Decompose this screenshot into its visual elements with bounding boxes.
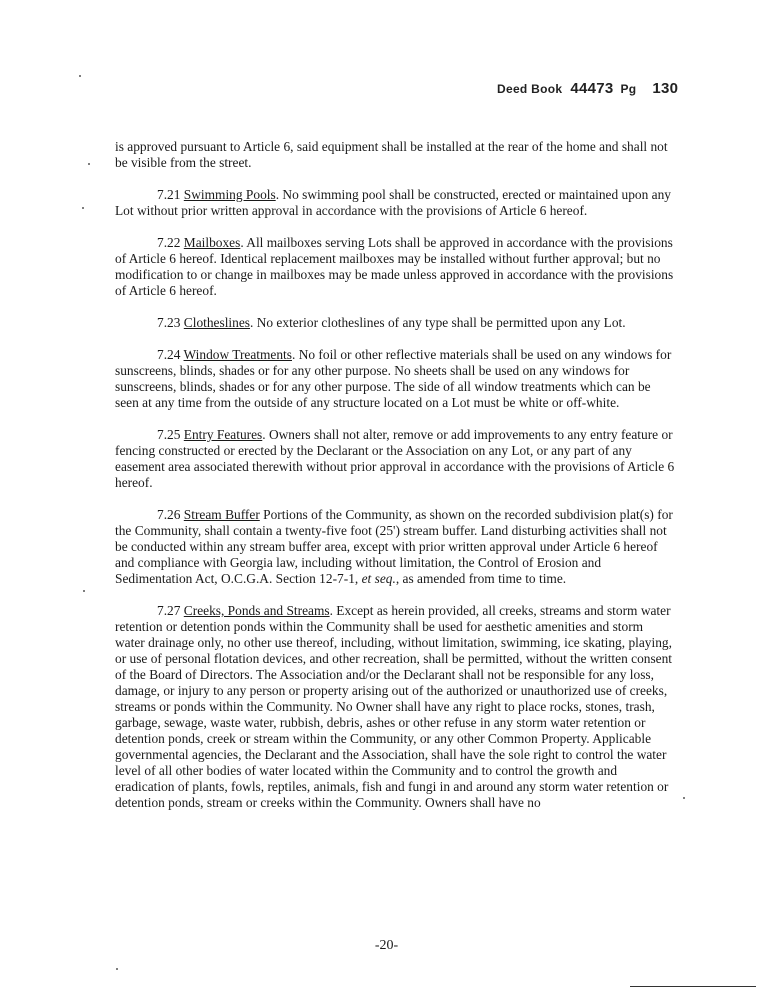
section-text: . No swimming pool shall be constructed, erected or maintained upon any Lot without prior written approval in accordance with the provisions of Article 6 hereof.: [115, 187, 672, 218]
section-7-25: [115, 427, 675, 491]
page-label: Pg: [620, 82, 637, 96]
section-7-24: [115, 347, 675, 411]
deed-book-label: Deed Book: [497, 82, 563, 96]
section-heading: Entry Features: [183, 427, 263, 442]
section-text: Portions of the Community, as shown on the recorded subdivision plat(s) for the Community, shall contain a twenty-five foot (25') stream buffer. Land disturbing activities shall not be conducted within any stream buffer area, except with prior written approval under Article 6 hereof and compliance with Georgia law, including without limitation, the Control of Erosion and Sedimentation Act, O.C.G.A. Section 12-7-1,: [115, 507, 673, 586]
section-number: 7.26: [157, 507, 181, 522]
section-number: 7.25: [157, 427, 181, 442]
section-text: . Except as herein provided, all creeks, streams and storm water retention or detention ponds within the Community shall be used for aesthetic amenities and storm water drainage only, no other use thereof, including, without limitation, swimming, ice skating, playing, or use of personal flotation devices, and other recreation, shall be permitted, without the written consent of the Board of Directors. The Association and/or the Declarant shall not be responsible for any loss, damage, or injury to any person or property arising out of the authorized or unauthorized use of creeks, streams or ponds within the Community. No Owner shall have any right to place rocks, stones, trash, garbage, sewage, waste water, rubbish, debris, ashes or other refuse in any storm water retention or detention ponds, creek or stream within the Community, or any other Common Property. Applicable governmental agencies, the Declarant and the Association, shall have the sole right to control the water level of all other bodies of water located within the Community and to control the growth and eradication of plants, fowls, reptiles, animals, fish and fungi in and around any storm water retention or detention ponds, stream or creeks within the Community. Owners shall have no: [115, 603, 673, 810]
section-number: 7.24: [157, 347, 181, 362]
section-italic: et seq.: [361, 571, 396, 586]
deed-book-number: 44473: [570, 80, 614, 97]
deed-book-header: [497, 80, 678, 97]
section-heading: Swimming Pools: [183, 187, 276, 202]
section-7-26: [115, 507, 675, 587]
scan-artifact-line: [630, 986, 756, 987]
section-7-21: [115, 187, 675, 219]
section-text: . Owners shall not alter, remove or add improvements to any entry feature or fencing constructed or erected by the Declarant or the Association on any Lot, or any part of any easement area associated therewith without prior approval in accordance with the provisions of Article 6 hereof.: [115, 427, 675, 490]
section-number: 7.23: [157, 315, 181, 330]
section-heading: Creeks, Ponds and Streams: [183, 603, 330, 618]
section-heading: Stream Buffer: [183, 507, 260, 522]
scan-speck: [82, 207, 84, 209]
section-number: 7.21: [157, 187, 181, 202]
section-7-27: [115, 603, 675, 811]
paragraph-continuation: is approved pursuant to Article 6, said equipment shall be installed at the rear of the home and shall not be visible from the street.: [115, 139, 668, 170]
section-text-end: , as amended from time to time.: [395, 571, 567, 586]
section-7-22: [115, 235, 675, 299]
scan-speck: [83, 590, 85, 592]
document-body: [115, 139, 675, 827]
scan-speck: [116, 968, 118, 970]
section-number: 7.22: [157, 235, 181, 250]
scan-speck: [79, 75, 81, 77]
section-7-23: [115, 315, 675, 331]
section-number: 7.27: [157, 603, 181, 618]
deed-page-number: 130: [652, 80, 679, 97]
section-heading: Clotheslines: [183, 315, 251, 330]
section-text: . No exterior clotheslines of any type shall be permitted upon any Lot.: [250, 315, 626, 330]
section-heading: Mailboxes: [183, 235, 241, 250]
section-text: . No foil or other reflective materials shall be used on any windows for sunscreens, blinds, shades or for any other purpose. No sheets shall be used on any windows for sunscreens, blinds, shades or for any other purpose. The side of all window treatments which can be seen at any time from the outside of any structure located on a Lot must be white or off-white.: [115, 347, 672, 410]
scan-speck: [683, 797, 685, 799]
section-text: . All mailboxes serving Lots shall be approved in accordance with the provisions of Article 6 hereof. Identical replacement mailboxes may be installed without further approval; but no modification to or change in mailboxes may be made unless approved in accordance with the provisions of Article 6 hereof.: [115, 235, 674, 298]
page-footer-number: -20-: [374, 938, 399, 953]
section-heading: Window Treatments: [183, 347, 292, 362]
scan-speck: [88, 163, 90, 165]
